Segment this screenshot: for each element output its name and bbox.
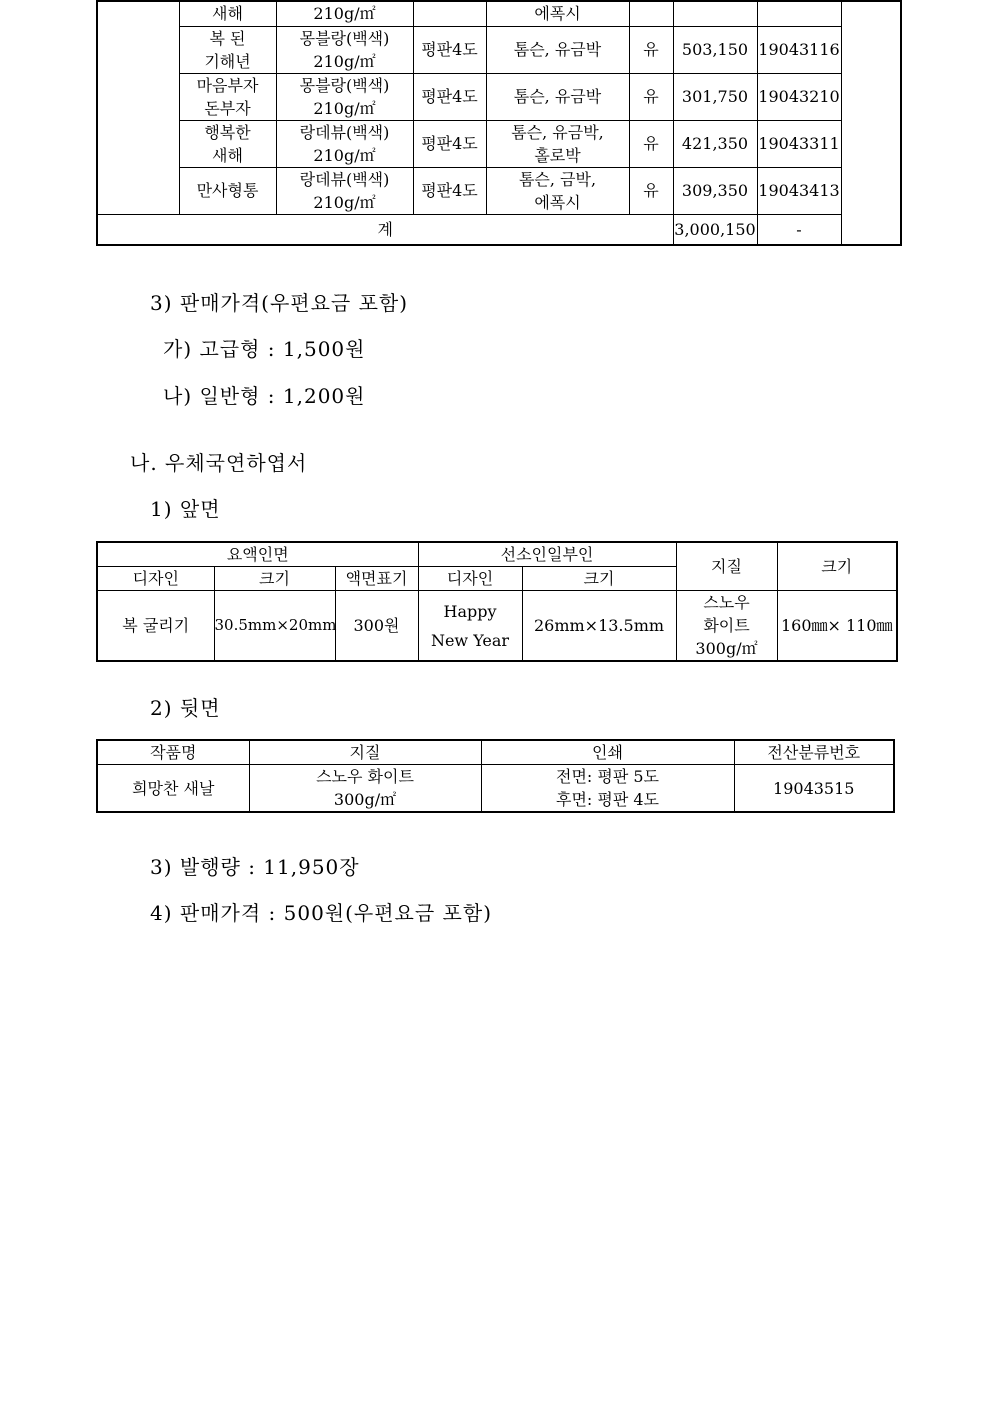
finish-cell: 톰슨, 유금박, 홀로박	[486, 120, 629, 167]
table-row	[97, 591, 897, 662]
header-paper: 지질	[676, 542, 777, 591]
back-heading: 2) 뒷면	[150, 696, 221, 720]
header-row	[97, 542, 897, 567]
print-cell	[413, 1, 486, 26]
print-cell: 평판4도	[413, 167, 486, 214]
code-cell: 19043210	[757, 73, 841, 120]
finish-cell: 톰슨, 유금박	[486, 73, 629, 120]
postcard-front-table	[96, 541, 898, 662]
coating-cell	[629, 1, 673, 26]
subheader-size: 크기	[214, 567, 335, 591]
paper-cell: 210g/㎡	[276, 1, 413, 26]
coating-cell: 유	[629, 120, 673, 167]
header-code: 전산분류번호	[734, 740, 894, 765]
print-cell: 평판4도	[413, 120, 486, 167]
subheader-postmark-design: 디자인	[418, 567, 522, 591]
price-premium: 가) 고급형 : 1,500원	[163, 337, 366, 361]
print-cell: 전면: 평판 5도 후면: 평판 4도	[481, 765, 734, 813]
paper-cell: 스노우 화이트 300g/㎡	[676, 591, 777, 662]
total-code: -	[757, 214, 841, 245]
design-name-cell: 복 된 기해년	[179, 26, 276, 73]
table-row	[97, 167, 901, 214]
header-title: 작품명	[97, 740, 249, 765]
design-name-cell: 새해	[179, 1, 276, 26]
finish-cell: 톰슨, 금박, 에폭시	[486, 167, 629, 214]
section-heading-postcard: 나. 우체국연하엽서	[130, 451, 308, 475]
total-qty: 3,000,150	[673, 214, 757, 245]
code-cell: 19043515	[734, 765, 894, 813]
title-cell: 희망찬 새날	[97, 765, 249, 813]
postcard-back-table	[96, 739, 895, 813]
design-name-cell: 행복한 새해	[179, 120, 276, 167]
paper-cell: 랑데뷰(백색) 210g/㎡	[276, 167, 413, 214]
qty-cell	[673, 1, 757, 26]
code-cell: 19043311	[757, 120, 841, 167]
front-heading: 1) 앞면	[150, 497, 221, 521]
design-name-cell: 마음부자 돈부자	[179, 73, 276, 120]
header-stamp-face: 요액인면	[97, 542, 418, 567]
design-cell: 복 굴리기	[97, 591, 214, 662]
postcard-price: 4) 판매가격 : 500원(우편요금 포함)	[150, 901, 492, 925]
size-cell: 30.5mm×20mm	[214, 591, 335, 662]
finish-cell: 에폭시	[486, 1, 629, 26]
qty-cell: 421,350	[673, 120, 757, 167]
total-label: 계	[97, 214, 673, 245]
postmark-size-cell: 26mm×13.5mm	[522, 591, 676, 662]
paper-cell: 스노우 화이트 300g/㎡	[249, 765, 481, 813]
face-value-cell: 300원	[335, 591, 418, 662]
header-row	[97, 740, 894, 765]
table-row	[97, 26, 901, 73]
remarks-cell	[841, 1, 901, 245]
issue-quantity: 3) 발행량 : 11,950장	[150, 855, 360, 879]
coating-cell: 유	[629, 167, 673, 214]
paper-cell: 몽블랑(백색) 210g/㎡	[276, 73, 413, 120]
coating-cell: 유	[629, 73, 673, 120]
coating-cell: 유	[629, 26, 673, 73]
greeting-card-spec-table	[96, 0, 902, 246]
print-cell: 평판4도	[413, 26, 486, 73]
table-row	[97, 120, 901, 167]
paper-cell: 몽블랑(백색) 210g/㎡	[276, 26, 413, 73]
table-row	[97, 1, 901, 26]
price-standard: 나) 일반형 : 1,200원	[163, 384, 366, 408]
table-row	[97, 765, 894, 813]
qty-cell: 301,750	[673, 73, 757, 120]
header-paper: 지질	[249, 740, 481, 765]
code-cell: 19043413	[757, 167, 841, 214]
price-heading: 3) 판매가격(우편요금 포함)	[150, 291, 409, 315]
subheader-face-value: 액면표기	[335, 567, 418, 591]
paper-cell: 랑데뷰(백색) 210g/㎡	[276, 120, 413, 167]
design-name-cell: 만사형통	[179, 167, 276, 214]
header-postmark: 선소인일부인	[418, 542, 676, 567]
code-cell	[757, 1, 841, 26]
postmark-design-cell: Happy New Year	[418, 591, 522, 662]
header-print: 인쇄	[481, 740, 734, 765]
print-cell: 평판4도	[413, 73, 486, 120]
card-size-cell: 160㎜× 110㎜	[777, 591, 897, 662]
finish-cell: 톰슨, 유금박	[486, 26, 629, 73]
subheader-postmark-size: 크기	[522, 567, 676, 591]
table-row	[97, 73, 901, 120]
code-cell: 19043116	[757, 26, 841, 73]
qty-cell: 309,350	[673, 167, 757, 214]
subheader-design: 디자인	[97, 567, 214, 591]
total-row	[97, 214, 901, 245]
category-cell	[97, 1, 179, 214]
qty-cell: 503,150	[673, 26, 757, 73]
header-size: 크기	[777, 542, 897, 591]
